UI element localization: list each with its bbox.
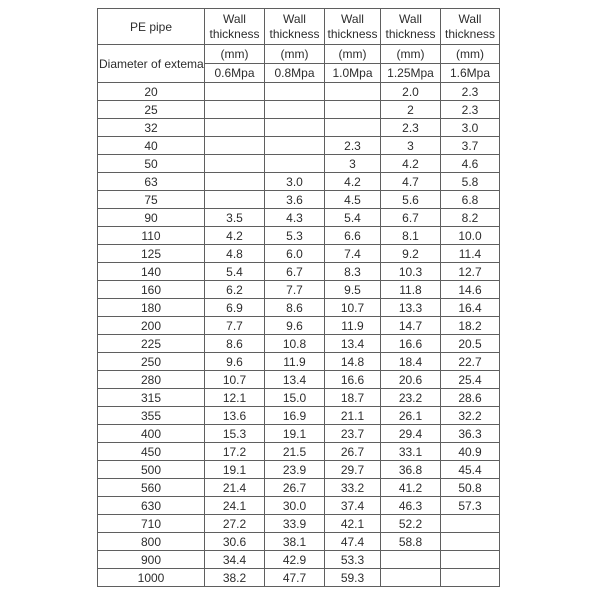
table-row bbox=[98, 299, 500, 317]
diameter-cell: 25 bbox=[98, 101, 205, 119]
diameter-row-label-cell: Diameter of extema bbox=[98, 45, 205, 83]
thickness-value-cell bbox=[265, 137, 325, 155]
thickness-value-cell bbox=[381, 551, 441, 569]
diameter-cell: 140 bbox=[98, 263, 205, 281]
table-row bbox=[98, 245, 500, 263]
thickness-value-cell: 13.4 bbox=[265, 371, 325, 389]
header-row-unit bbox=[98, 45, 500, 64]
thickness-value-cell bbox=[441, 533, 500, 551]
thickness-value-cell: 6.2 bbox=[205, 281, 265, 299]
table-row bbox=[98, 227, 500, 245]
thickness-value-cell: 9.6 bbox=[205, 353, 265, 371]
unit-cell: (mm) bbox=[205, 45, 265, 64]
table-row bbox=[98, 317, 500, 335]
thickness-value-cell: 8.2 bbox=[441, 209, 500, 227]
diameter-cell: 125 bbox=[98, 245, 205, 263]
table-row bbox=[98, 533, 500, 551]
table-row bbox=[98, 155, 500, 173]
diameter-cell: 90 bbox=[98, 209, 205, 227]
diameter-cell: 200 bbox=[98, 317, 205, 335]
thickness-value-cell: 10.8 bbox=[265, 335, 325, 353]
thickness-value-cell: 8.1 bbox=[381, 227, 441, 245]
thickness-value-cell: 33.9 bbox=[265, 515, 325, 533]
table-row bbox=[98, 515, 500, 533]
thickness-value-cell: 25.4 bbox=[441, 371, 500, 389]
thickness-value-cell: 9.6 bbox=[265, 317, 325, 335]
thickness-value-cell: 21.1 bbox=[325, 407, 381, 425]
table-row bbox=[98, 101, 500, 119]
thickness-value-cell: 3 bbox=[381, 137, 441, 155]
thickness-value-cell: 26.1 bbox=[381, 407, 441, 425]
thickness-value-cell bbox=[205, 101, 265, 119]
thickness-value-cell bbox=[205, 173, 265, 191]
thickness-value-cell: 11.9 bbox=[265, 353, 325, 371]
table-row bbox=[98, 119, 500, 137]
unit-cell: (mm) bbox=[381, 45, 441, 64]
thickness-value-cell: 45.4 bbox=[441, 461, 500, 479]
thickness-value-cell: 22.7 bbox=[441, 353, 500, 371]
thickness-value-cell: 3.5 bbox=[205, 209, 265, 227]
diameter-cell: 32 bbox=[98, 119, 205, 137]
thickness-value-cell: 11.4 bbox=[441, 245, 500, 263]
diameter-cell: 355 bbox=[98, 407, 205, 425]
thickness-value-cell: 4.5 bbox=[325, 191, 381, 209]
diameter-cell: 400 bbox=[98, 425, 205, 443]
thickness-value-cell: 16.4 bbox=[441, 299, 500, 317]
thickness-value-cell: 5.4 bbox=[325, 209, 381, 227]
thickness-value-cell: 28.6 bbox=[441, 389, 500, 407]
thickness-value-cell: 6.8 bbox=[441, 191, 500, 209]
table-row bbox=[98, 371, 500, 389]
thickness-value-cell: 3.6 bbox=[265, 191, 325, 209]
thickness-value-cell: 19.1 bbox=[205, 461, 265, 479]
thickness-value-cell: 9.2 bbox=[381, 245, 441, 263]
thickness-value-cell: 36.3 bbox=[441, 425, 500, 443]
thickness-value-cell bbox=[441, 551, 500, 569]
thickness-value-cell: 11.9 bbox=[325, 317, 381, 335]
thickness-value-cell: 33.2 bbox=[325, 479, 381, 497]
diameter-cell: 225 bbox=[98, 335, 205, 353]
product-name-cell: PE pipe bbox=[98, 9, 205, 45]
thickness-value-cell bbox=[381, 569, 441, 587]
thickness-value-cell bbox=[205, 119, 265, 137]
thickness-value-cell: 7.7 bbox=[205, 317, 265, 335]
thickness-value-cell: 5.3 bbox=[265, 227, 325, 245]
table-row bbox=[98, 137, 500, 155]
thickness-value-cell: 17.2 bbox=[205, 443, 265, 461]
thickness-value-cell: 5.4 bbox=[205, 263, 265, 281]
diameter-cell: 560 bbox=[98, 479, 205, 497]
diameter-cell: 63 bbox=[98, 173, 205, 191]
thickness-value-cell bbox=[325, 83, 381, 101]
wall-thickness-header: Wall thickness bbox=[265, 9, 325, 45]
thickness-value-cell: 33.1 bbox=[381, 443, 441, 461]
wall-thickness-header: Wall thickness bbox=[325, 9, 381, 45]
table-row bbox=[98, 479, 500, 497]
table-body bbox=[98, 83, 500, 587]
thickness-value-cell bbox=[325, 101, 381, 119]
thickness-value-cell: 5.6 bbox=[381, 191, 441, 209]
thickness-value-cell: 38.2 bbox=[205, 569, 265, 587]
thickness-value-cell: 3 bbox=[325, 155, 381, 173]
thickness-value-cell: 4.2 bbox=[381, 155, 441, 173]
thickness-value-cell: 59.3 bbox=[325, 569, 381, 587]
thickness-value-cell: 46.3 bbox=[381, 497, 441, 515]
thickness-value-cell: 53.3 bbox=[325, 551, 381, 569]
thickness-value-cell: 2 bbox=[381, 101, 441, 119]
thickness-value-cell: 24.1 bbox=[205, 497, 265, 515]
thickness-value-cell: 2.3 bbox=[325, 137, 381, 155]
wall-thickness-header: Wall thickness bbox=[381, 9, 441, 45]
thickness-value-cell bbox=[265, 101, 325, 119]
pressure-rating-cell: 0.6Mpa bbox=[205, 64, 265, 83]
thickness-value-cell: 11.8 bbox=[381, 281, 441, 299]
thickness-value-cell: 2.3 bbox=[441, 101, 500, 119]
thickness-value-cell: 16.6 bbox=[381, 335, 441, 353]
thickness-value-cell: 40.9 bbox=[441, 443, 500, 461]
diameter-cell: 50 bbox=[98, 155, 205, 173]
header-row-product bbox=[98, 9, 500, 45]
thickness-value-cell: 3.0 bbox=[265, 173, 325, 191]
diameter-cell: 180 bbox=[98, 299, 205, 317]
thickness-value-cell: 18.7 bbox=[325, 389, 381, 407]
thickness-value-cell: 15.0 bbox=[265, 389, 325, 407]
thickness-value-cell: 9.5 bbox=[325, 281, 381, 299]
thickness-value-cell: 10.7 bbox=[325, 299, 381, 317]
thickness-value-cell: 6.0 bbox=[265, 245, 325, 263]
thickness-value-cell: 4.2 bbox=[205, 227, 265, 245]
thickness-value-cell: 16.6 bbox=[325, 371, 381, 389]
thickness-value-cell: 13.6 bbox=[205, 407, 265, 425]
pressure-rating-cell: 1.25Mpa bbox=[381, 64, 441, 83]
thickness-value-cell: 21.5 bbox=[265, 443, 325, 461]
thickness-value-cell: 13.3 bbox=[381, 299, 441, 317]
diameter-cell: 160 bbox=[98, 281, 205, 299]
thickness-value-cell: 29.7 bbox=[325, 461, 381, 479]
thickness-value-cell: 7.7 bbox=[265, 281, 325, 299]
thickness-value-cell: 32.2 bbox=[441, 407, 500, 425]
thickness-value-cell bbox=[265, 155, 325, 173]
thickness-value-cell: 42.1 bbox=[325, 515, 381, 533]
thickness-value-cell: 2.0 bbox=[381, 83, 441, 101]
thickness-value-cell: 18.4 bbox=[381, 353, 441, 371]
pressure-rating-cell: 1.0Mpa bbox=[325, 64, 381, 83]
diameter-cell: 280 bbox=[98, 371, 205, 389]
thickness-value-cell: 50.8 bbox=[441, 479, 500, 497]
diameter-cell: 800 bbox=[98, 533, 205, 551]
diameter-cell: 900 bbox=[98, 551, 205, 569]
thickness-value-cell bbox=[205, 155, 265, 173]
thickness-value-cell: 26.7 bbox=[325, 443, 381, 461]
thickness-value-cell: 6.7 bbox=[381, 209, 441, 227]
table-row bbox=[98, 461, 500, 479]
thickness-value-cell: 47.7 bbox=[265, 569, 325, 587]
thickness-value-cell: 12.7 bbox=[441, 263, 500, 281]
thickness-value-cell bbox=[205, 137, 265, 155]
thickness-value-cell: 4.7 bbox=[381, 173, 441, 191]
table-row bbox=[98, 281, 500, 299]
thickness-value-cell: 58.8 bbox=[381, 533, 441, 551]
thickness-value-cell: 23.7 bbox=[325, 425, 381, 443]
thickness-value-cell: 57.3 bbox=[441, 497, 500, 515]
wall-thickness-header: Wall thickness bbox=[205, 9, 265, 45]
diameter-cell: 250 bbox=[98, 353, 205, 371]
diameter-cell: 710 bbox=[98, 515, 205, 533]
thickness-value-cell: 47.4 bbox=[325, 533, 381, 551]
thickness-value-cell: 8.3 bbox=[325, 263, 381, 281]
thickness-value-cell: 4.6 bbox=[441, 155, 500, 173]
thickness-value-cell: 21.4 bbox=[205, 479, 265, 497]
unit-cell: (mm) bbox=[441, 45, 500, 64]
thickness-value-cell: 41.2 bbox=[381, 479, 441, 497]
thickness-value-cell: 6.7 bbox=[265, 263, 325, 281]
thickness-value-cell: 23.2 bbox=[381, 389, 441, 407]
thickness-value-cell bbox=[205, 191, 265, 209]
table-row bbox=[98, 407, 500, 425]
thickness-value-cell: 7.4 bbox=[325, 245, 381, 263]
thickness-value-cell bbox=[265, 119, 325, 137]
thickness-value-cell bbox=[325, 119, 381, 137]
thickness-value-cell: 3.0 bbox=[441, 119, 500, 137]
diameter-cell: 40 bbox=[98, 137, 205, 155]
table-row bbox=[98, 443, 500, 461]
thickness-value-cell: 8.6 bbox=[205, 335, 265, 353]
diameter-cell: 315 bbox=[98, 389, 205, 407]
thickness-value-cell: 20.5 bbox=[441, 335, 500, 353]
thickness-value-cell: 10.0 bbox=[441, 227, 500, 245]
thickness-value-cell: 15.3 bbox=[205, 425, 265, 443]
thickness-value-cell: 8.6 bbox=[265, 299, 325, 317]
table-row bbox=[98, 551, 500, 569]
table-row bbox=[98, 209, 500, 227]
thickness-value-cell: 27.2 bbox=[205, 515, 265, 533]
thickness-value-cell: 30.6 bbox=[205, 533, 265, 551]
thickness-value-cell: 52.2 bbox=[381, 515, 441, 533]
table-row bbox=[98, 569, 500, 587]
unit-cell: (mm) bbox=[265, 45, 325, 64]
thickness-value-cell: 20.6 bbox=[381, 371, 441, 389]
thickness-value-cell: 3.7 bbox=[441, 137, 500, 155]
thickness-value-cell: 4.8 bbox=[205, 245, 265, 263]
thickness-value-cell: 26.7 bbox=[265, 479, 325, 497]
table-row bbox=[98, 497, 500, 515]
thickness-value-cell: 34.4 bbox=[205, 551, 265, 569]
thickness-value-cell: 6.9 bbox=[205, 299, 265, 317]
table-header bbox=[98, 9, 500, 83]
thickness-value-cell: 14.6 bbox=[441, 281, 500, 299]
thickness-value-cell: 42.9 bbox=[265, 551, 325, 569]
table-row bbox=[98, 173, 500, 191]
thickness-value-cell: 29.4 bbox=[381, 425, 441, 443]
thickness-value-cell: 5.8 bbox=[441, 173, 500, 191]
thickness-value-cell: 2.3 bbox=[441, 83, 500, 101]
pressure-rating-cell: 1.6Mpa bbox=[441, 64, 500, 83]
thickness-value-cell: 18.2 bbox=[441, 317, 500, 335]
unit-cell: (mm) bbox=[325, 45, 381, 64]
thickness-value-cell: 2.3 bbox=[381, 119, 441, 137]
table-row bbox=[98, 335, 500, 353]
diameter-cell: 500 bbox=[98, 461, 205, 479]
diameter-cell: 450 bbox=[98, 443, 205, 461]
pe-pipe-wall-thickness-table bbox=[97, 8, 500, 587]
thickness-value-cell: 23.9 bbox=[265, 461, 325, 479]
diameter-cell: 1000 bbox=[98, 569, 205, 587]
table-row bbox=[98, 425, 500, 443]
thickness-value-cell: 38.1 bbox=[265, 533, 325, 551]
thickness-value-cell: 30.0 bbox=[265, 497, 325, 515]
thickness-value-cell: 13.4 bbox=[325, 335, 381, 353]
table-row bbox=[98, 263, 500, 281]
table-row bbox=[98, 353, 500, 371]
thickness-value-cell bbox=[265, 83, 325, 101]
pressure-rating-cell: 0.8Mpa bbox=[265, 64, 325, 83]
diameter-cell: 75 bbox=[98, 191, 205, 209]
thickness-value-cell: 10.3 bbox=[381, 263, 441, 281]
table-row bbox=[98, 389, 500, 407]
thickness-value-cell: 12.1 bbox=[205, 389, 265, 407]
thickness-value-cell bbox=[205, 83, 265, 101]
table-row bbox=[98, 83, 500, 101]
table-row bbox=[98, 191, 500, 209]
thickness-value-cell bbox=[441, 569, 500, 587]
thickness-value-cell: 4.3 bbox=[265, 209, 325, 227]
thickness-value-cell: 4.2 bbox=[325, 173, 381, 191]
thickness-value-cell: 36.8 bbox=[381, 461, 441, 479]
diameter-cell: 20 bbox=[98, 83, 205, 101]
diameter-cell: 110 bbox=[98, 227, 205, 245]
diameter-cell: 630 bbox=[98, 497, 205, 515]
thickness-value-cell bbox=[441, 515, 500, 533]
wall-thickness-header: Wall thickness bbox=[441, 9, 500, 45]
thickness-value-cell: 19.1 bbox=[265, 425, 325, 443]
thickness-value-cell: 37.4 bbox=[325, 497, 381, 515]
thickness-value-cell: 14.7 bbox=[381, 317, 441, 335]
thickness-value-cell: 16.9 bbox=[265, 407, 325, 425]
thickness-value-cell: 6.6 bbox=[325, 227, 381, 245]
thickness-value-cell: 10.7 bbox=[205, 371, 265, 389]
thickness-value-cell: 14.8 bbox=[325, 353, 381, 371]
